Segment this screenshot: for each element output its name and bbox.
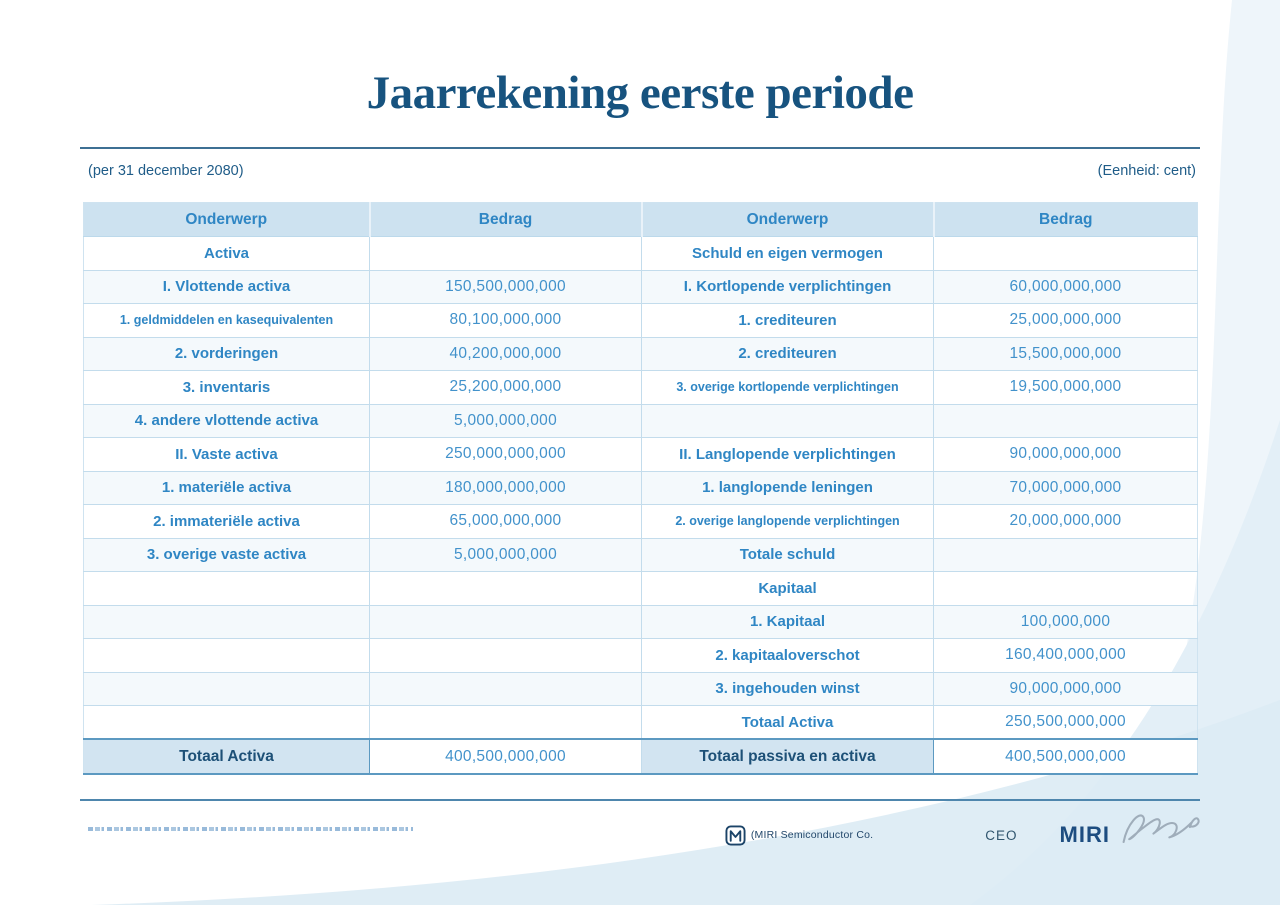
amount-cell: 25,200,000,000	[370, 371, 642, 405]
amount-cell	[370, 706, 642, 740]
balance-sheet-table	[83, 202, 1198, 775]
brand-name: MIRI	[1059, 822, 1110, 847]
amount-cell: 160,400,000,000	[934, 639, 1198, 673]
subject-cell: II. Langlopende verplichtingen	[642, 438, 934, 472]
subject-cell: II. Vaste activa	[84, 438, 370, 472]
amount-cell	[370, 237, 642, 271]
page-title: Jaarrekening eerste periode	[366, 67, 914, 119]
amount-cell	[934, 404, 1198, 438]
amount-cell	[370, 672, 642, 706]
company-name: (MIRI Semiconductor Co.	[750, 829, 874, 841]
amount-cell: 180,000,000,000	[370, 471, 642, 505]
amount-cell: 80,100,000,000	[370, 304, 642, 338]
amount-cell: 25,000,000,000	[934, 304, 1198, 338]
subject-cell: Totaal Activa	[642, 706, 934, 740]
subject-cell: 1. materiële activa	[84, 471, 370, 505]
table-footer	[84, 739, 1198, 774]
ceo-signature	[1118, 804, 1202, 852]
amount-cell: 15,500,000,000	[934, 337, 1198, 371]
subject-cell: 1. langlopende leningen	[642, 471, 934, 505]
subject-cell: 3. overige kortlopende verplichtingen	[642, 371, 934, 405]
amount-cell: 19,500,000,000	[934, 371, 1198, 405]
amount-cell: 100,000,000	[934, 605, 1198, 639]
subject-cell	[84, 672, 370, 706]
subject-cell: 2. vorderingen	[84, 337, 370, 371]
subject-cell: 4. andere vlottende activa	[84, 404, 370, 438]
subject-cell: 2. kapitaaloverschot	[642, 639, 934, 673]
subject-cell: Activa	[84, 237, 370, 271]
amount-cell: 250,000,000,000	[370, 438, 642, 472]
table-row	[84, 438, 1198, 472]
table-row	[84, 505, 1198, 539]
amount-cell: 40,200,000,000	[370, 337, 642, 371]
amount-cell: 5,000,000,000	[370, 404, 642, 438]
subject-cell: 1. Kapitaal	[642, 605, 934, 639]
table-row	[84, 371, 1198, 405]
table-row	[84, 471, 1198, 505]
header-subject-right: Onderwerp	[642, 203, 934, 237]
meta-row	[88, 163, 1196, 179]
subject-cell: I. Vlottende activa	[84, 270, 370, 304]
table-row	[84, 605, 1198, 639]
table-row	[84, 337, 1198, 371]
subject-cell: 3. inventaris	[84, 371, 370, 405]
subject-cell: I. Kortlopende verplichtingen	[642, 270, 934, 304]
amount-cell	[370, 639, 642, 673]
amount-cell	[370, 572, 642, 606]
footnote-microtext	[88, 827, 413, 831]
header-amount-right: Bedrag	[934, 203, 1198, 237]
subject-cell: 3. ingehouden winst	[642, 672, 934, 706]
amount-cell	[934, 237, 1198, 271]
title-divider	[80, 147, 1200, 149]
amount-cell: 90,000,000,000	[934, 438, 1198, 472]
table-row	[84, 672, 1198, 706]
total-assets-label: Totaal Activa	[84, 739, 370, 774]
amount-cell	[934, 538, 1198, 572]
subject-cell	[84, 706, 370, 740]
total-row	[84, 739, 1198, 774]
subject-cell: 1. crediteuren	[642, 304, 934, 338]
subject-cell: 3. overige vaste activa	[84, 538, 370, 572]
table-body	[84, 237, 1198, 740]
table-header	[84, 203, 1198, 237]
miri-logo-icon	[725, 825, 746, 846]
amount-cell: 150,500,000,000	[370, 270, 642, 304]
table-row	[84, 572, 1198, 606]
total-liabilities-equity-label: Totaal passiva en activa	[642, 739, 934, 774]
amount-cell: 70,000,000,000	[934, 471, 1198, 505]
subject-cell	[642, 404, 934, 438]
amount-cell: 65,000,000,000	[370, 505, 642, 539]
date-note: (per 31 december 2080)	[88, 163, 244, 179]
subject-cell	[84, 605, 370, 639]
subject-cell: Schuld en eigen vermogen	[642, 237, 934, 271]
table-row	[84, 237, 1198, 271]
amount-cell: 60,000,000,000	[934, 270, 1198, 304]
amount-cell	[370, 605, 642, 639]
header-subject-left: Onderwerp	[84, 203, 370, 237]
subject-cell: 2. crediteuren	[642, 337, 934, 371]
amount-cell	[934, 572, 1198, 606]
unit-note: (Eenheid: cent)	[1097, 163, 1196, 179]
subject-cell: 2. immateriële activa	[84, 505, 370, 539]
footer-brand-row	[725, 812, 1202, 858]
amount-cell: 20,000,000,000	[934, 505, 1198, 539]
ceo-label: CEO	[985, 827, 1018, 843]
header-amount-left: Bedrag	[370, 203, 642, 237]
amount-cell: 5,000,000,000	[370, 538, 642, 572]
subject-cell	[84, 572, 370, 606]
company-logo	[725, 825, 873, 846]
table-row	[84, 404, 1198, 438]
subject-cell: 2. overige langlopende verplichtingen	[642, 505, 934, 539]
amount-cell: 90,000,000,000	[934, 672, 1198, 706]
table-row	[84, 538, 1198, 572]
table-row	[84, 706, 1198, 740]
total-liabilities-equity-value: 400,500,000,000	[934, 739, 1198, 774]
amount-cell: 250,500,000,000	[934, 706, 1198, 740]
total-assets-value: 400,500,000,000	[370, 739, 642, 774]
footer-divider	[80, 799, 1200, 801]
table-row	[84, 304, 1198, 338]
subject-cell: Totale schuld	[642, 538, 934, 572]
subject-cell	[84, 639, 370, 673]
table-row	[84, 639, 1198, 673]
subject-cell: Kapitaal	[642, 572, 934, 606]
subject-cell: 1. geldmiddelen en kasequivalenten	[84, 304, 370, 338]
table-row	[84, 270, 1198, 304]
